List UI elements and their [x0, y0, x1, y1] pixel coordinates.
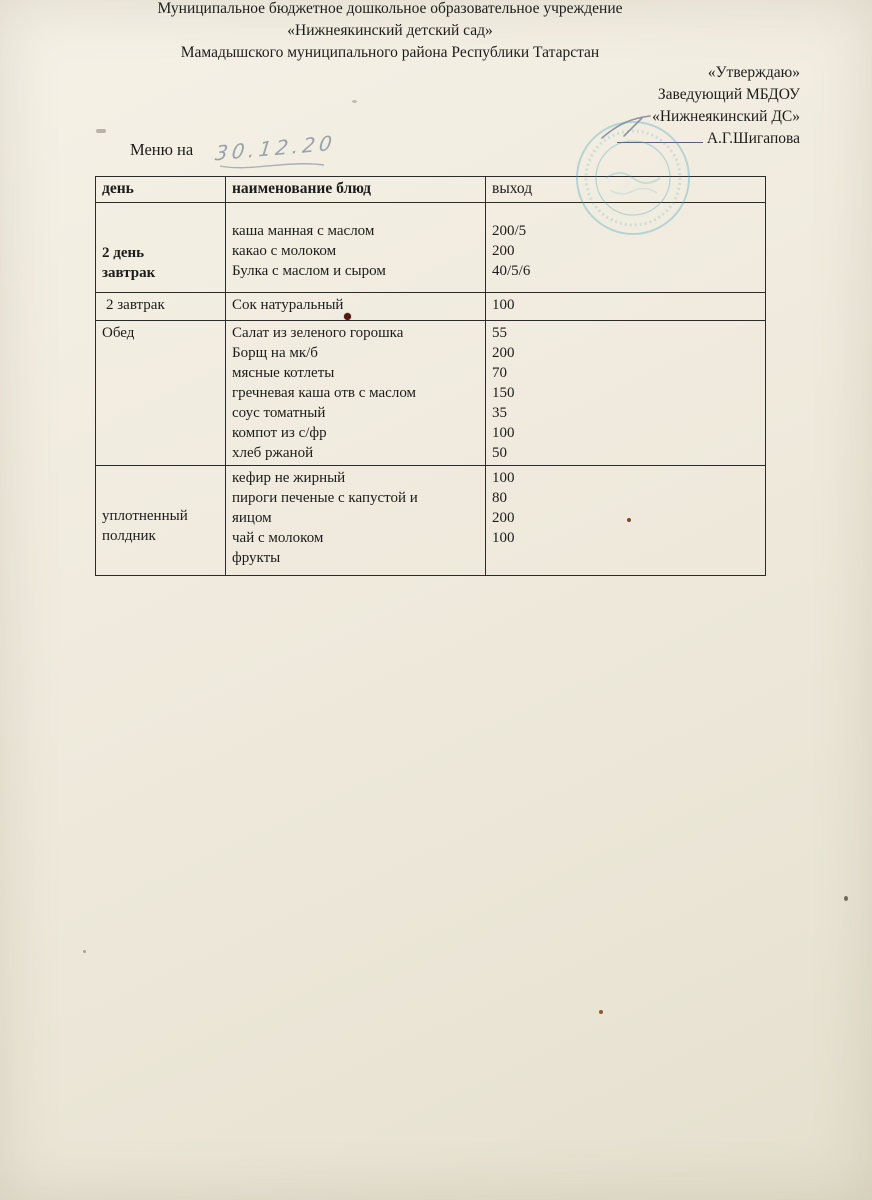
approval-line-1: «Утверждаю» [707, 64, 800, 81]
col-header-output: выход [486, 177, 766, 203]
text-line: соус томатный [232, 405, 326, 421]
col-header-dishes: наименование блюд [226, 177, 486, 203]
header-line-3: Мамадышского муниципального района Республики Татарстан [180, 44, 600, 61]
text-line: 2 завтрак [106, 297, 165, 313]
output-cell [486, 203, 766, 293]
text-line: 80 [492, 490, 507, 506]
signature-row [480, 128, 800, 150]
text-line: уплотненный [102, 508, 188, 524]
text-line: 2 день [102, 245, 145, 261]
text-line: чай с молоком [232, 530, 324, 546]
text-line: 100 [492, 470, 515, 486]
text-line: Булка с маслом и сыром [232, 263, 386, 279]
text-line: мясные котлеты [232, 365, 335, 381]
table-row [96, 466, 766, 576]
table-row [96, 203, 766, 293]
text-line: Салат из зеленого горошка [232, 325, 404, 341]
text-line: 55 [492, 325, 507, 341]
day-cell [96, 466, 226, 576]
text-line: 50 [492, 445, 507, 461]
table-header-row [96, 177, 766, 203]
text-line: 100 [492, 297, 515, 313]
text-line: 200/5 [492, 223, 527, 239]
col-header-day: день [96, 177, 226, 203]
signature-line [617, 128, 703, 143]
text-line: пироги печеные с капустой и [232, 490, 418, 506]
text-line: хлеб ржаной [232, 445, 314, 461]
menu-table [95, 176, 766, 576]
day-cell [96, 203, 226, 293]
table-row [96, 321, 766, 466]
text-line: Обед [102, 325, 135, 341]
text-line: Сок натуральный [232, 297, 344, 313]
text-line: яицом [232, 510, 272, 526]
speck [352, 100, 357, 103]
day-cell [96, 293, 226, 321]
text-line: 100 [492, 530, 515, 546]
text-line: фрукты [232, 550, 281, 566]
text-line: 150 [492, 385, 515, 401]
day-cell [96, 321, 226, 466]
handwritten-date: 30.12.20 [213, 130, 338, 166]
text-line: 200 [492, 345, 515, 361]
approval-line-2: Заведующий МБДОУ [657, 86, 800, 103]
speck [96, 129, 106, 133]
text-line: какао с молоком [232, 243, 337, 259]
dishes-cell [226, 321, 486, 466]
text-line: 100 [492, 425, 515, 441]
header-line-1: Муниципальное бюджетное дошкольное образовательное учреждение [157, 0, 623, 17]
text-line: полдник [102, 528, 156, 544]
text-line: 200 [492, 510, 515, 526]
text-line: 200 [492, 243, 515, 259]
dishes-cell [226, 466, 486, 576]
dishes-cell [226, 203, 486, 293]
text-line: 35 [492, 405, 507, 421]
speck [83, 950, 86, 953]
text-line: Борщ на мк/б [232, 345, 318, 361]
document-header [40, 0, 740, 64]
speck [599, 1010, 603, 1014]
text-line: кефир не жирный [232, 470, 346, 486]
text-line: 70 [492, 365, 507, 381]
approval-block [480, 62, 800, 150]
speck [844, 896, 848, 901]
text-line: гречневая каша отв с маслом [232, 385, 417, 401]
approval-line-3: «Нижнеякинский ДС» [652, 108, 800, 125]
output-cell [486, 293, 766, 321]
text-line: компот из с/фр [232, 425, 327, 441]
output-cell [486, 321, 766, 466]
text-line: 40/5/6 [492, 263, 531, 279]
table-row [96, 293, 766, 321]
output-cell [486, 466, 766, 576]
menu-label: Меню на [130, 140, 194, 159]
text-line: каша манная с маслом [232, 223, 375, 239]
menu-caption [130, 130, 338, 166]
dishes-cell [226, 293, 486, 321]
signer-name: А.Г.Шигапова [706, 130, 800, 147]
text-line: завтрак [102, 265, 156, 281]
header-line-2: «Нижнеякинский детский сад» [287, 22, 493, 39]
